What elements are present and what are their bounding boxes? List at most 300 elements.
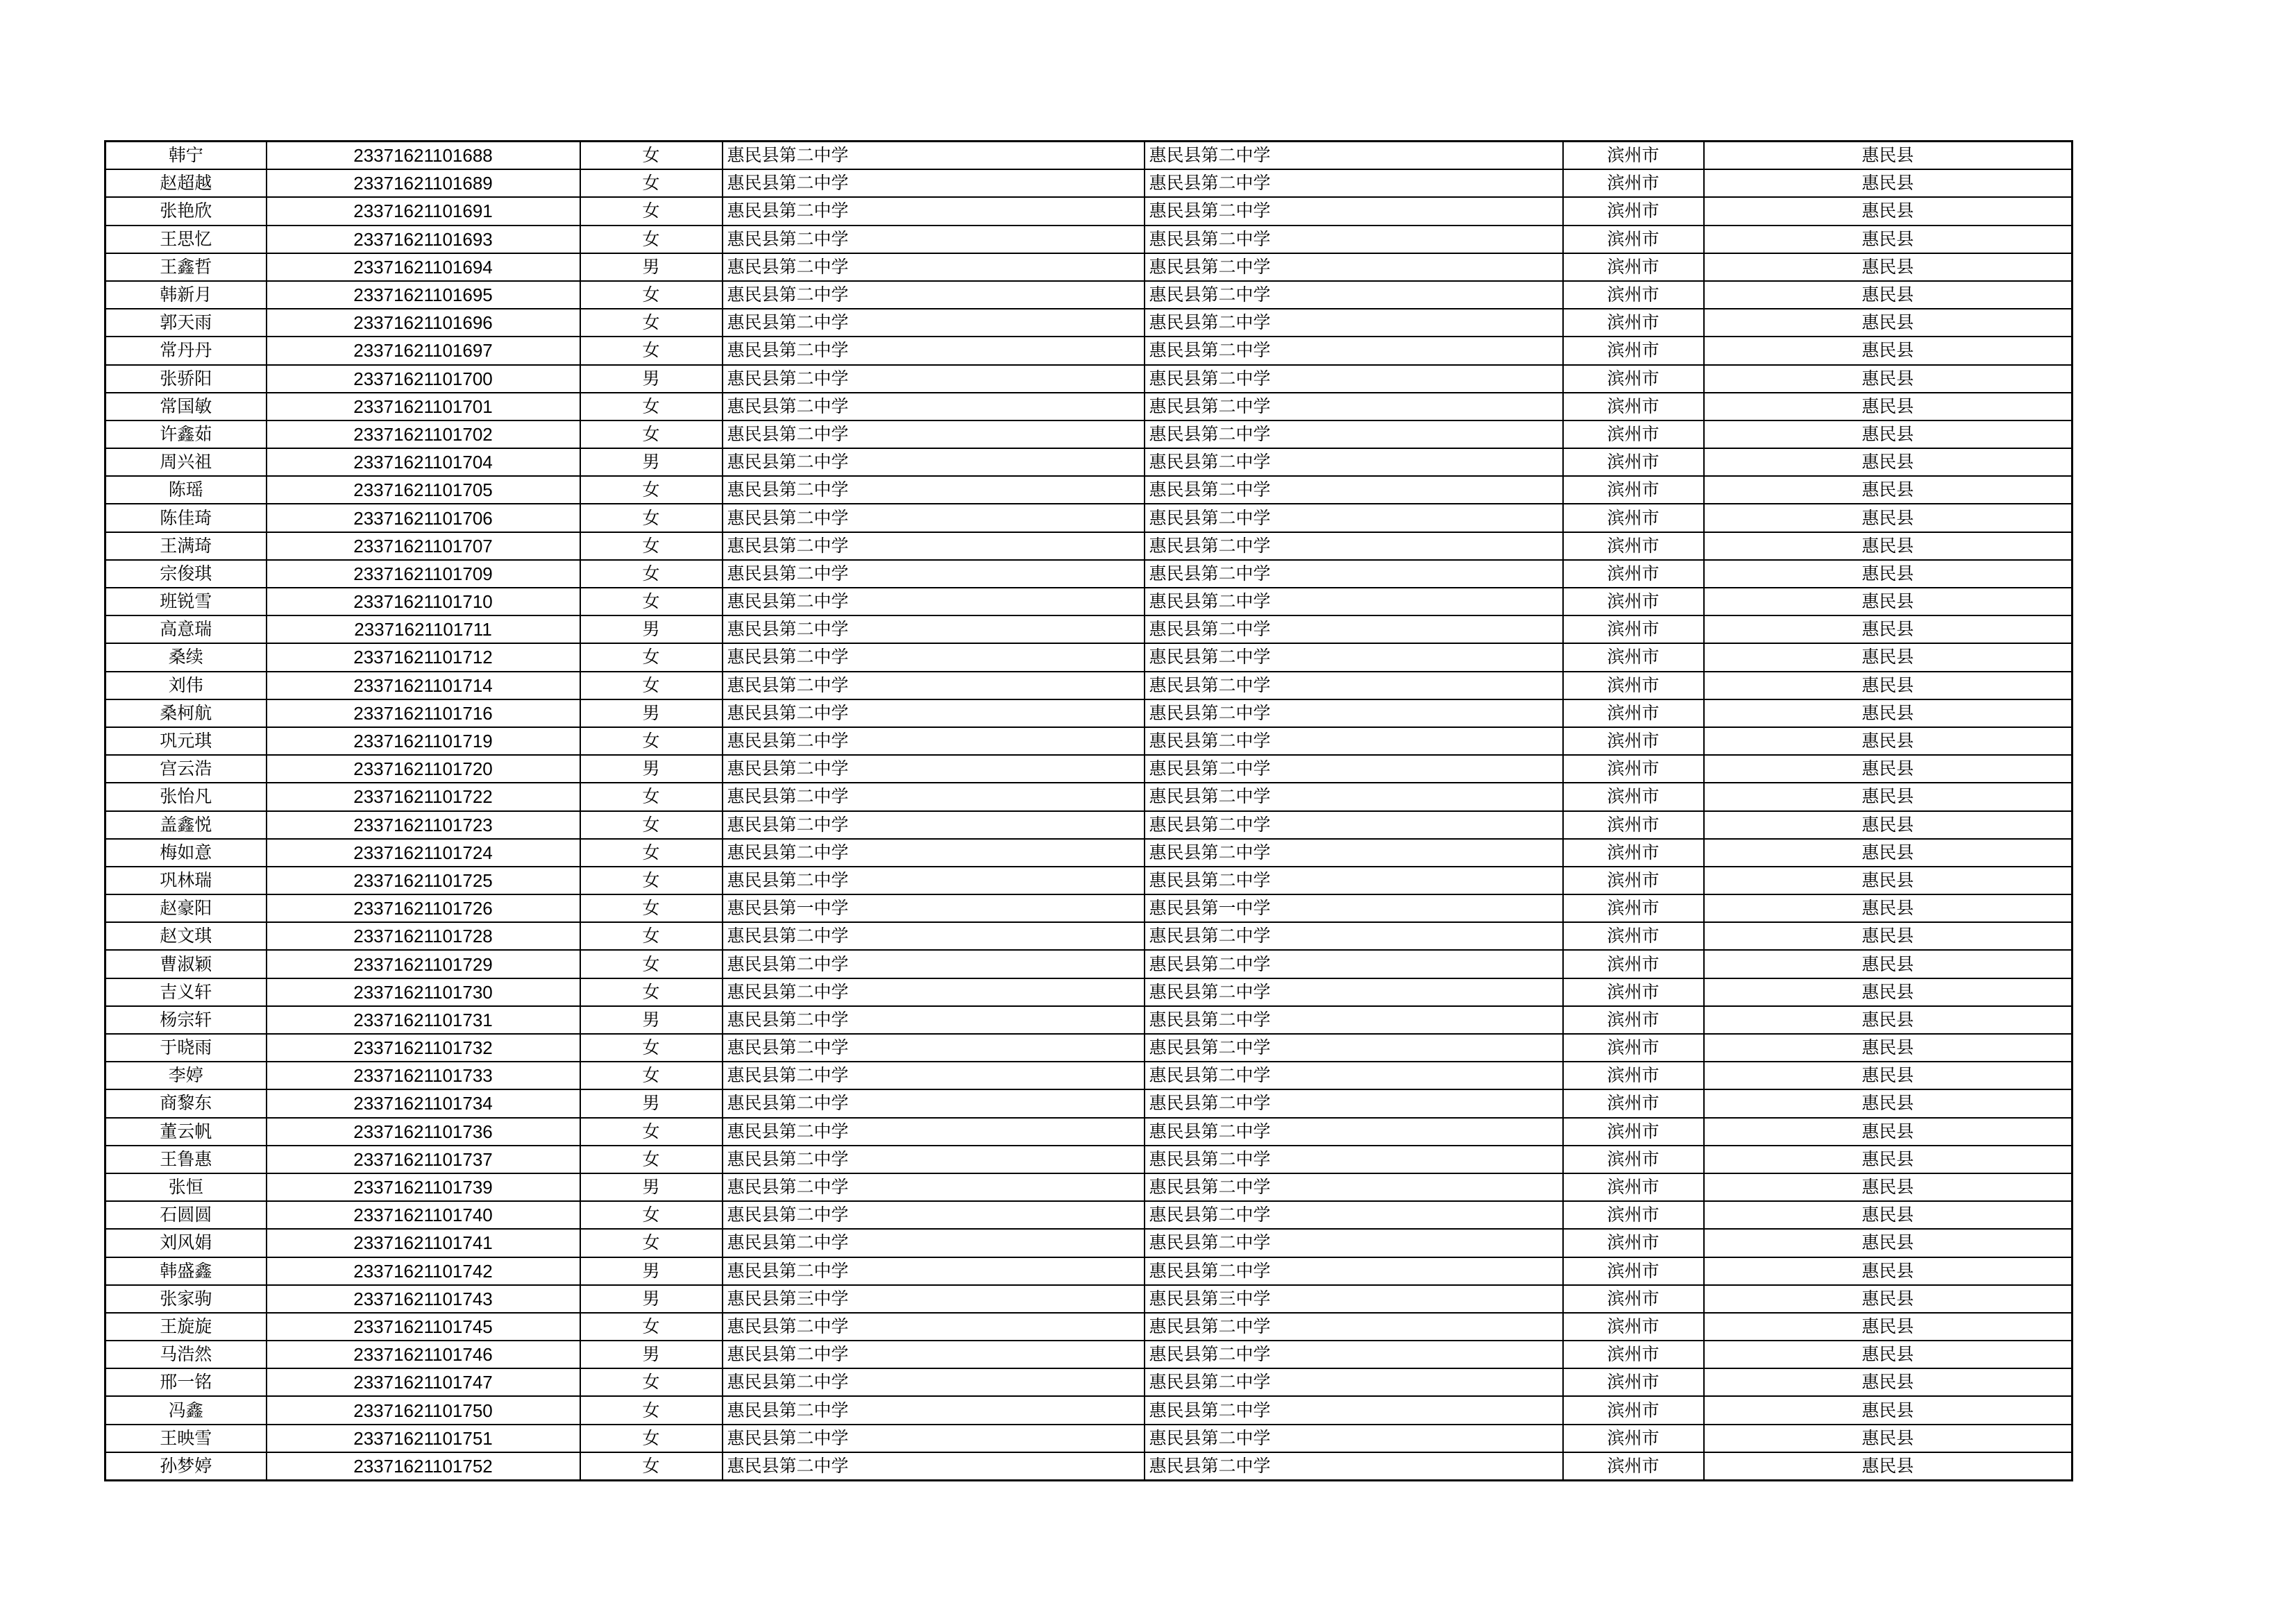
student-name-cell: 班锐雪: [105, 588, 267, 615]
student-name-cell: 张家驹: [105, 1285, 267, 1313]
county-cell: 惠民县: [1704, 839, 2073, 867]
exam-site-cell: 惠民县第二中学: [1145, 1368, 1563, 1396]
city-cell: 滨州市: [1563, 504, 1704, 532]
student-name-cell: 邢一铭: [105, 1368, 267, 1396]
gender-cell: 女: [580, 420, 723, 448]
school-cell: 惠民县第二中学: [723, 783, 1145, 810]
city-cell: 滨州市: [1563, 811, 1704, 839]
county-cell: 惠民县: [1704, 672, 2073, 699]
exam-site-cell: 惠民县第二中学: [1145, 226, 1563, 253]
exam-site-cell: 惠民县第一中学: [1145, 894, 1563, 922]
student-name-cell: 冯鑫: [105, 1396, 267, 1424]
county-cell: 惠民县: [1704, 727, 2073, 755]
exam-number-cell: 23371621101706: [267, 504, 580, 532]
student-name-cell: 于晓雨: [105, 1034, 267, 1062]
exam-site-cell: 惠民县第二中学: [1145, 1034, 1563, 1062]
gender-cell: 女: [580, 1368, 723, 1396]
exam-number-cell: 23371621101704: [267, 448, 580, 476]
table-row: [105, 142, 2073, 170]
table-row: [105, 727, 2073, 755]
table-row: [105, 811, 2073, 839]
county-cell: 惠民县: [1704, 1396, 2073, 1424]
student-name-cell: 桑柯航: [105, 699, 267, 727]
exam-number-cell: 23371621101695: [267, 281, 580, 309]
city-cell: 滨州市: [1563, 867, 1704, 894]
gender-cell: 女: [580, 393, 723, 420]
county-cell: 惠民县: [1704, 1452, 2073, 1481]
gender-cell: 男: [580, 1285, 723, 1313]
table-row: [105, 1257, 2073, 1285]
exam-site-cell: 惠民县第二中学: [1145, 1201, 1563, 1229]
student-name-cell: 赵文琪: [105, 922, 267, 950]
city-cell: 滨州市: [1563, 1173, 1704, 1201]
school-cell: 惠民县第二中学: [723, 1173, 1145, 1201]
county-cell: 惠民县: [1704, 1006, 2073, 1034]
exam-number-cell: 23371621101726: [267, 894, 580, 922]
gender-cell: 女: [580, 1146, 723, 1173]
student-name-cell: 马浩然: [105, 1341, 267, 1368]
gender-cell: 女: [580, 337, 723, 364]
exam-site-cell: 惠民县第二中学: [1145, 532, 1563, 560]
gender-cell: 男: [580, 1173, 723, 1201]
school-cell: 惠民县第二中学: [723, 643, 1145, 671]
city-cell: 滨州市: [1563, 922, 1704, 950]
exam-site-cell: 惠民县第二中学: [1145, 281, 1563, 309]
school-cell: 惠民县第二中学: [723, 309, 1145, 337]
city-cell: 滨州市: [1563, 476, 1704, 504]
student-name-cell: 韩宁: [105, 142, 267, 170]
exam-site-cell: 惠民县第二中学: [1145, 1313, 1563, 1341]
table-row: [105, 197, 2073, 225]
exam-number-cell: 23371621101732: [267, 1034, 580, 1062]
exam-site-cell: 惠民县第二中学: [1145, 420, 1563, 448]
exam-site-cell: 惠民县第二中学: [1145, 1257, 1563, 1285]
gender-cell: 女: [580, 1229, 723, 1257]
exam-site-cell: 惠民县第二中学: [1145, 1062, 1563, 1089]
city-cell: 滨州市: [1563, 309, 1704, 337]
exam-number-cell: 23371621101691: [267, 197, 580, 225]
student-name-cell: 王映雪: [105, 1425, 267, 1452]
student-name-cell: 常丹丹: [105, 337, 267, 364]
gender-cell: 女: [580, 504, 723, 532]
county-cell: 惠民县: [1704, 950, 2073, 978]
table-row: [105, 448, 2073, 476]
county-cell: 惠民县: [1704, 783, 2073, 810]
county-cell: 惠民县: [1704, 448, 2073, 476]
student-name-cell: 刘风娟: [105, 1229, 267, 1257]
exam-site-cell: 惠民县第二中学: [1145, 839, 1563, 867]
school-cell: 惠民县第二中学: [723, 365, 1145, 393]
county-cell: 惠民县: [1704, 226, 2073, 253]
city-cell: 滨州市: [1563, 1062, 1704, 1089]
school-cell: 惠民县第二中学: [723, 1425, 1145, 1452]
exam-site-cell: 惠民县第二中学: [1145, 1425, 1563, 1452]
student-name-cell: 杨宗轩: [105, 1006, 267, 1034]
county-cell: 惠民县: [1704, 1229, 2073, 1257]
exam-number-cell: 23371621101714: [267, 672, 580, 699]
school-cell: 惠民县第二中学: [723, 532, 1145, 560]
exam-number-cell: 23371621101701: [267, 393, 580, 420]
exam-number-cell: 23371621101730: [267, 978, 580, 1006]
exam-site-cell: 惠民县第二中学: [1145, 1006, 1563, 1034]
county-cell: 惠民县: [1704, 393, 2073, 420]
city-cell: 滨州市: [1563, 1257, 1704, 1285]
exam-number-cell: 23371621101729: [267, 950, 580, 978]
county-cell: 惠民县: [1704, 197, 2073, 225]
city-cell: 滨州市: [1563, 393, 1704, 420]
county-cell: 惠民县: [1704, 643, 2073, 671]
gender-cell: 男: [580, 448, 723, 476]
table-row: [105, 1313, 2073, 1341]
table-row: [105, 1201, 2073, 1229]
table-row: [105, 672, 2073, 699]
county-cell: 惠民县: [1704, 1146, 2073, 1173]
exam-site-cell: 惠民县第二中学: [1145, 755, 1563, 783]
gender-cell: 女: [580, 560, 723, 588]
county-cell: 惠民县: [1704, 337, 2073, 364]
county-cell: 惠民县: [1704, 420, 2073, 448]
county-cell: 惠民县: [1704, 309, 2073, 337]
county-cell: 惠民县: [1704, 1173, 2073, 1201]
exam-site-cell: 惠民县第二中学: [1145, 448, 1563, 476]
table-row: [105, 839, 2073, 867]
city-cell: 滨州市: [1563, 1452, 1704, 1481]
exam-number-cell: 23371621101720: [267, 755, 580, 783]
student-name-cell: 王鲁惠: [105, 1146, 267, 1173]
city-cell: 滨州市: [1563, 1201, 1704, 1229]
county-cell: 惠民县: [1704, 588, 2073, 615]
school-cell: 惠民县第二中学: [723, 1146, 1145, 1173]
city-cell: 滨州市: [1563, 1313, 1704, 1341]
exam-number-cell: 23371621101724: [267, 839, 580, 867]
exam-number-cell: 23371621101725: [267, 867, 580, 894]
table-row: [105, 1396, 2073, 1424]
gender-cell: 女: [580, 1313, 723, 1341]
exam-site-cell: 惠民县第二中学: [1145, 504, 1563, 532]
exam-number-cell: 23371621101743: [267, 1285, 580, 1313]
county-cell: 惠民县: [1704, 922, 2073, 950]
city-cell: 滨州市: [1563, 1229, 1704, 1257]
county-cell: 惠民县: [1704, 1341, 2073, 1368]
student-name-cell: 孙梦婷: [105, 1452, 267, 1481]
exam-site-cell: 惠民县第二中学: [1145, 476, 1563, 504]
exam-number-cell: 23371621101745: [267, 1313, 580, 1341]
school-cell: 惠民县第二中学: [723, 337, 1145, 364]
county-cell: 惠民县: [1704, 867, 2073, 894]
table-row: [105, 337, 2073, 364]
county-cell: 惠民县: [1704, 532, 2073, 560]
exam-number-cell: 23371621101751: [267, 1425, 580, 1452]
gender-cell: 女: [580, 226, 723, 253]
table-row: [105, 1062, 2073, 1089]
city-cell: 滨州市: [1563, 755, 1704, 783]
school-cell: 惠民县第二中学: [723, 1452, 1145, 1481]
gender-cell: 男: [580, 365, 723, 393]
county-cell: 惠民县: [1704, 281, 2073, 309]
city-cell: 滨州市: [1563, 950, 1704, 978]
exam-number-cell: 23371621101742: [267, 1257, 580, 1285]
table-row: [105, 1173, 2073, 1201]
county-cell: 惠民县: [1704, 476, 2073, 504]
school-cell: 惠民县第二中学: [723, 588, 1145, 615]
city-cell: 滨州市: [1563, 1341, 1704, 1368]
table-row: [105, 1425, 2073, 1452]
student-name-cell: 赵豪阳: [105, 894, 267, 922]
student-name-cell: 宫云浩: [105, 755, 267, 783]
city-cell: 滨州市: [1563, 281, 1704, 309]
table-row: [105, 309, 2073, 337]
exam-site-cell: 惠民县第二中学: [1145, 365, 1563, 393]
table-row: [105, 950, 2073, 978]
city-cell: 滨州市: [1563, 672, 1704, 699]
gender-cell: 男: [580, 1341, 723, 1368]
school-cell: 惠民县第二中学: [723, 226, 1145, 253]
gender-cell: 女: [580, 197, 723, 225]
gender-cell: 女: [580, 1118, 723, 1146]
exam-number-cell: 23371621101736: [267, 1118, 580, 1146]
county-cell: 惠民县: [1704, 1089, 2073, 1117]
exam-number-cell: 23371621101689: [267, 169, 580, 197]
table-row: [105, 532, 2073, 560]
exam-site-cell: 惠民县第二中学: [1145, 643, 1563, 671]
table-row: [105, 1089, 2073, 1117]
city-cell: 滨州市: [1563, 1118, 1704, 1146]
student-name-cell: 张骄阳: [105, 365, 267, 393]
school-cell: 惠民县第二中学: [723, 672, 1145, 699]
city-cell: 滨州市: [1563, 420, 1704, 448]
school-cell: 惠民县第二中学: [723, 169, 1145, 197]
county-cell: 惠民县: [1704, 560, 2073, 588]
exam-number-cell: 23371621101752: [267, 1452, 580, 1481]
exam-site-cell: 惠民县第二中学: [1145, 169, 1563, 197]
exam-number-cell: 23371621101733: [267, 1062, 580, 1089]
school-cell: 惠民县第二中学: [723, 1006, 1145, 1034]
school-cell: 惠民县第二中学: [723, 867, 1145, 894]
school-cell: 惠民县第二中学: [723, 420, 1145, 448]
school-cell: 惠民县第二中学: [723, 1118, 1145, 1146]
school-cell: 惠民县第二中学: [723, 1062, 1145, 1089]
exam-site-cell: 惠民县第二中学: [1145, 1118, 1563, 1146]
student-name-cell: 王鑫哲: [105, 253, 267, 281]
table-row: [105, 504, 2073, 532]
gender-cell: 女: [580, 1425, 723, 1452]
city-cell: 滨州市: [1563, 978, 1704, 1006]
student-name-cell: 常国敏: [105, 393, 267, 420]
county-cell: 惠民县: [1704, 1425, 2073, 1452]
gender-cell: 女: [580, 1452, 723, 1481]
school-cell: 惠民县第二中学: [723, 978, 1145, 1006]
exam-number-cell: 23371621101739: [267, 1173, 580, 1201]
county-cell: 惠民县: [1704, 1368, 2073, 1396]
gender-cell: 男: [580, 615, 723, 643]
student-name-cell: 盖鑫悦: [105, 811, 267, 839]
county-cell: 惠民县: [1704, 615, 2073, 643]
student-name-cell: 李婷: [105, 1062, 267, 1089]
exam-number-cell: 23371621101707: [267, 532, 580, 560]
student-name-cell: 梅如意: [105, 839, 267, 867]
city-cell: 滨州市: [1563, 448, 1704, 476]
school-cell: 惠民县第二中学: [723, 476, 1145, 504]
table-row: [105, 867, 2073, 894]
exam-site-cell: 惠民县第二中学: [1145, 1229, 1563, 1257]
student-name-cell: 韩盛鑫: [105, 1257, 267, 1285]
school-cell: 惠民县第二中学: [723, 950, 1145, 978]
gender-cell: 女: [580, 532, 723, 560]
table-row: [105, 1034, 2073, 1062]
table-row: [105, 560, 2073, 588]
student-name-cell: 巩元琪: [105, 727, 267, 755]
student-name-cell: 周兴祖: [105, 448, 267, 476]
table-row: [105, 1229, 2073, 1257]
city-cell: 滨州市: [1563, 783, 1704, 810]
school-cell: 惠民县第二中学: [723, 727, 1145, 755]
exam-site-cell: 惠民县第二中学: [1145, 727, 1563, 755]
school-cell: 惠民县第二中学: [723, 393, 1145, 420]
exam-number-cell: 23371621101694: [267, 253, 580, 281]
city-cell: 滨州市: [1563, 699, 1704, 727]
student-name-cell: 商黎东: [105, 1089, 267, 1117]
school-cell: 惠民县第二中学: [723, 448, 1145, 476]
county-cell: 惠民县: [1704, 894, 2073, 922]
table-row: [105, 1146, 2073, 1173]
exam-site-cell: 惠民县第三中学: [1145, 1285, 1563, 1313]
student-name-cell: 张怡凡: [105, 783, 267, 810]
exam-number-cell: 23371621101700: [267, 365, 580, 393]
school-cell: 惠民县第二中学: [723, 1229, 1145, 1257]
city-cell: 滨州市: [1563, 1368, 1704, 1396]
city-cell: 滨州市: [1563, 1146, 1704, 1173]
table-row: [105, 755, 2073, 783]
exam-site-cell: 惠民县第二中学: [1145, 560, 1563, 588]
table-row: [105, 922, 2073, 950]
exam-number-cell: 23371621101737: [267, 1146, 580, 1173]
exam-site-cell: 惠民县第二中学: [1145, 588, 1563, 615]
county-cell: 惠民县: [1704, 1062, 2073, 1089]
county-cell: 惠民县: [1704, 504, 2073, 532]
city-cell: 滨州市: [1563, 1034, 1704, 1062]
table-row: [105, 1452, 2073, 1481]
table-row: [105, 365, 2073, 393]
exam-site-cell: 惠民县第二中学: [1145, 699, 1563, 727]
county-cell: 惠民县: [1704, 365, 2073, 393]
school-cell: 惠民县第二中学: [723, 839, 1145, 867]
exam-site-cell: 惠民县第二中学: [1145, 950, 1563, 978]
student-name-cell: 张艳欣: [105, 197, 267, 225]
city-cell: 滨州市: [1563, 1285, 1704, 1313]
table-row: [105, 169, 2073, 197]
gender-cell: 女: [580, 1201, 723, 1229]
school-cell: 惠民县第二中学: [723, 504, 1145, 532]
roster-table-body: [105, 142, 2073, 1481]
student-name-cell: 巩林瑞: [105, 867, 267, 894]
school-cell: 惠民县第二中学: [723, 1368, 1145, 1396]
exam-site-cell: 惠民县第二中学: [1145, 783, 1563, 810]
city-cell: 滨州市: [1563, 1425, 1704, 1452]
school-cell: 惠民县第二中学: [723, 142, 1145, 170]
student-name-cell: 王旋旋: [105, 1313, 267, 1341]
school-cell: 惠民县第二中学: [723, 1341, 1145, 1368]
gender-cell: 女: [580, 867, 723, 894]
county-cell: 惠民县: [1704, 755, 2073, 783]
gender-cell: 女: [580, 1034, 723, 1062]
school-cell: 惠民县第二中学: [723, 615, 1145, 643]
exam-site-cell: 惠民县第二中学: [1145, 337, 1563, 364]
county-cell: 惠民县: [1704, 142, 2073, 170]
exam-site-cell: 惠民县第二中学: [1145, 1146, 1563, 1173]
gender-cell: 男: [580, 1006, 723, 1034]
table-row: [105, 1341, 2073, 1368]
city-cell: 滨州市: [1563, 197, 1704, 225]
exam-number-cell: 23371621101734: [267, 1089, 580, 1117]
city-cell: 滨州市: [1563, 169, 1704, 197]
exam-number-cell: 23371621101712: [267, 643, 580, 671]
county-cell: 惠民县: [1704, 253, 2073, 281]
exam-site-cell: 惠民县第二中学: [1145, 922, 1563, 950]
city-cell: 滨州市: [1563, 1089, 1704, 1117]
gender-cell: 女: [580, 476, 723, 504]
exam-number-cell: 23371621101688: [267, 142, 580, 170]
county-cell: 惠民县: [1704, 811, 2073, 839]
student-name-cell: 宗俊琪: [105, 560, 267, 588]
table-row: [105, 978, 2073, 1006]
student-name-cell: 陈佳琦: [105, 504, 267, 532]
student-name-cell: 韩新月: [105, 281, 267, 309]
county-cell: 惠民县: [1704, 1257, 2073, 1285]
exam-number-cell: 23371621101702: [267, 420, 580, 448]
exam-site-cell: 惠民县第二中学: [1145, 811, 1563, 839]
exam-number-cell: 23371621101741: [267, 1229, 580, 1257]
student-name-cell: 王思忆: [105, 226, 267, 253]
school-cell: 惠民县第二中学: [723, 699, 1145, 727]
table-row: [105, 226, 2073, 253]
county-cell: 惠民县: [1704, 1313, 2073, 1341]
school-cell: 惠民县第二中学: [723, 755, 1145, 783]
city-cell: 滨州市: [1563, 142, 1704, 170]
table-row: [105, 281, 2073, 309]
county-cell: 惠民县: [1704, 1118, 2073, 1146]
county-cell: 惠民县: [1704, 1034, 2073, 1062]
gender-cell: 男: [580, 755, 723, 783]
student-name-cell: 石圆圆: [105, 1201, 267, 1229]
city-cell: 滨州市: [1563, 365, 1704, 393]
school-cell: 惠民县第二中学: [723, 1257, 1145, 1285]
gender-cell: 女: [580, 783, 723, 810]
student-name-cell: 吉义轩: [105, 978, 267, 1006]
gender-cell: 女: [580, 811, 723, 839]
gender-cell: 女: [580, 169, 723, 197]
gender-cell: 女: [580, 922, 723, 950]
exam-site-cell: 惠民县第二中学: [1145, 253, 1563, 281]
exam-site-cell: 惠民县第二中学: [1145, 1089, 1563, 1117]
gender-cell: 女: [580, 142, 723, 170]
exam-number-cell: 23371621101710: [267, 588, 580, 615]
student-name-cell: 赵超越: [105, 169, 267, 197]
gender-cell: 男: [580, 253, 723, 281]
school-cell: 惠民县第二中学: [723, 253, 1145, 281]
gender-cell: 女: [580, 727, 723, 755]
school-cell: 惠民县第一中学: [723, 894, 1145, 922]
gender-cell: 男: [580, 1089, 723, 1117]
gender-cell: 女: [580, 1396, 723, 1424]
student-name-cell: 桑续: [105, 643, 267, 671]
table-row: [105, 588, 2073, 615]
exam-number-cell: 23371621101722: [267, 783, 580, 810]
city-cell: 滨州市: [1563, 839, 1704, 867]
gender-cell: 女: [580, 643, 723, 671]
exam-number-cell: 23371621101696: [267, 309, 580, 337]
student-name-cell: 曹淑颖: [105, 950, 267, 978]
gender-cell: 女: [580, 672, 723, 699]
